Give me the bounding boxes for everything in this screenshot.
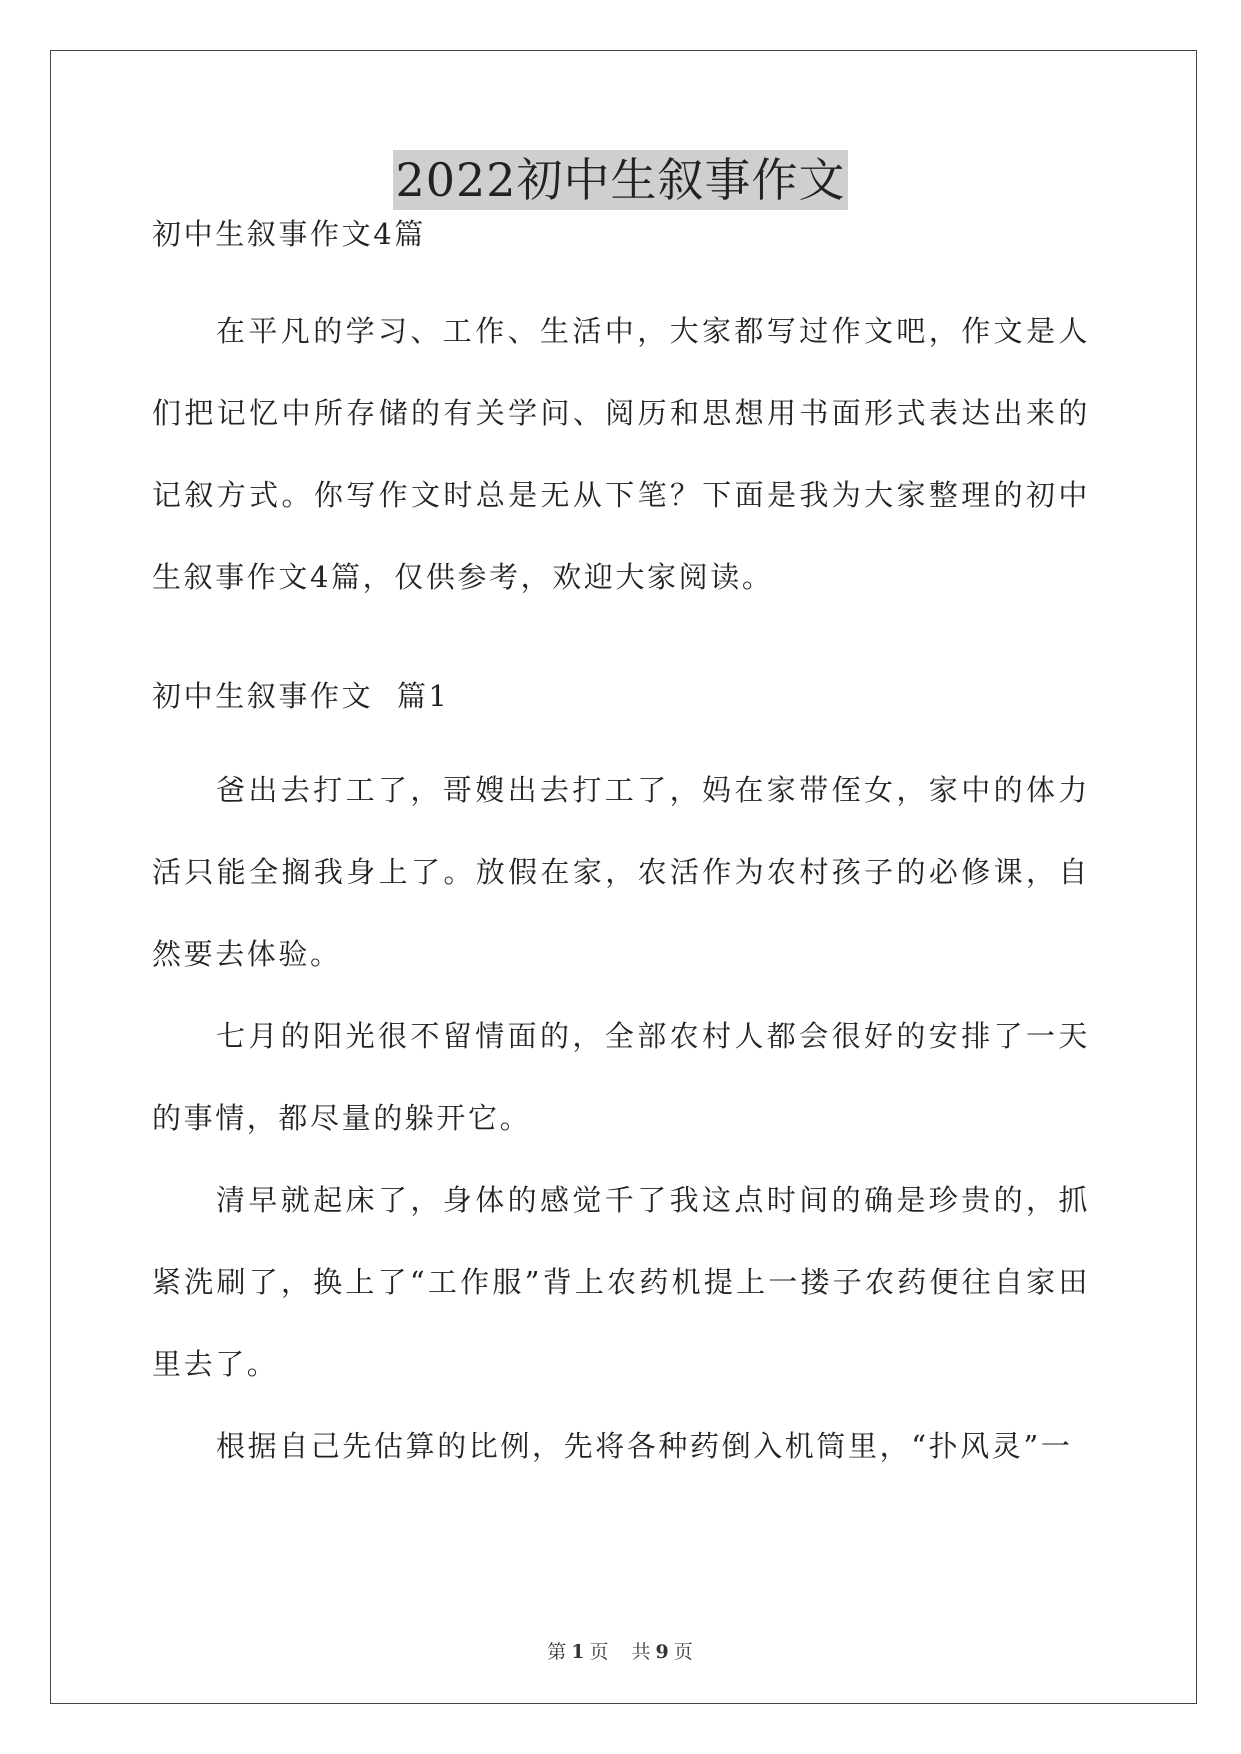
total-prefix: 共 (631, 1641, 652, 1663)
total-suffix: 页 (673, 1641, 694, 1663)
document-title: 2022初中生叙事作文 (393, 150, 847, 210)
title-container (0, 150, 1241, 210)
body-paragraph: 七月的阳光很不留情面的，全部农村人都会很好的安排了一天的事情，都尽量的躲开它。 (152, 1019, 1090, 1135)
page-prefix: 第 (547, 1641, 568, 1663)
body-paragraph: 根据自己先估算的比例，先将各种药倒入机筒里，“扑风灵”一 (216, 1429, 1073, 1463)
page-current: 1 (571, 1641, 586, 1663)
page-footer (0, 1637, 1241, 1664)
page-total: 9 (655, 1641, 670, 1663)
page-suffix: 页 (589, 1641, 610, 1663)
intro-block (152, 290, 1090, 618)
section-heading-block (152, 676, 1090, 716)
section-body (152, 749, 1090, 1487)
body-paragraph: 清早就起床了，身体的感觉千了我这点时间的确是珍贵的，抓紧洗刷了，换上了“工作服”背上农药机提上一搂子农药便往自家田里去了。 (152, 1183, 1090, 1381)
body-paragraph: 爸出去打工了，哥嫂出去打工了，妈在家带侄女，家中的体力活只能全搁我身上了。放假在家，农活作为农村孩子的必修课，自然要去体验。 (152, 773, 1090, 971)
document-subtitle-block (152, 214, 1090, 254)
document-subtitle: 初中生叙事作文4篇 (152, 217, 426, 251)
intro-paragraph: 在平凡的学习、工作、生活中，大家都写过作文吧，作文是人们把记忆中所存储的有关学问、阅历和思想用书面形式表达出来的记叙方式。你写作文时总是无从下笔？下面是我为大家整理的初中生叙事作文4篇，仅供参考，欢迎大家阅读。 (152, 314, 1090, 594)
section-heading: 初中生叙事作文 篇1 (152, 679, 450, 713)
